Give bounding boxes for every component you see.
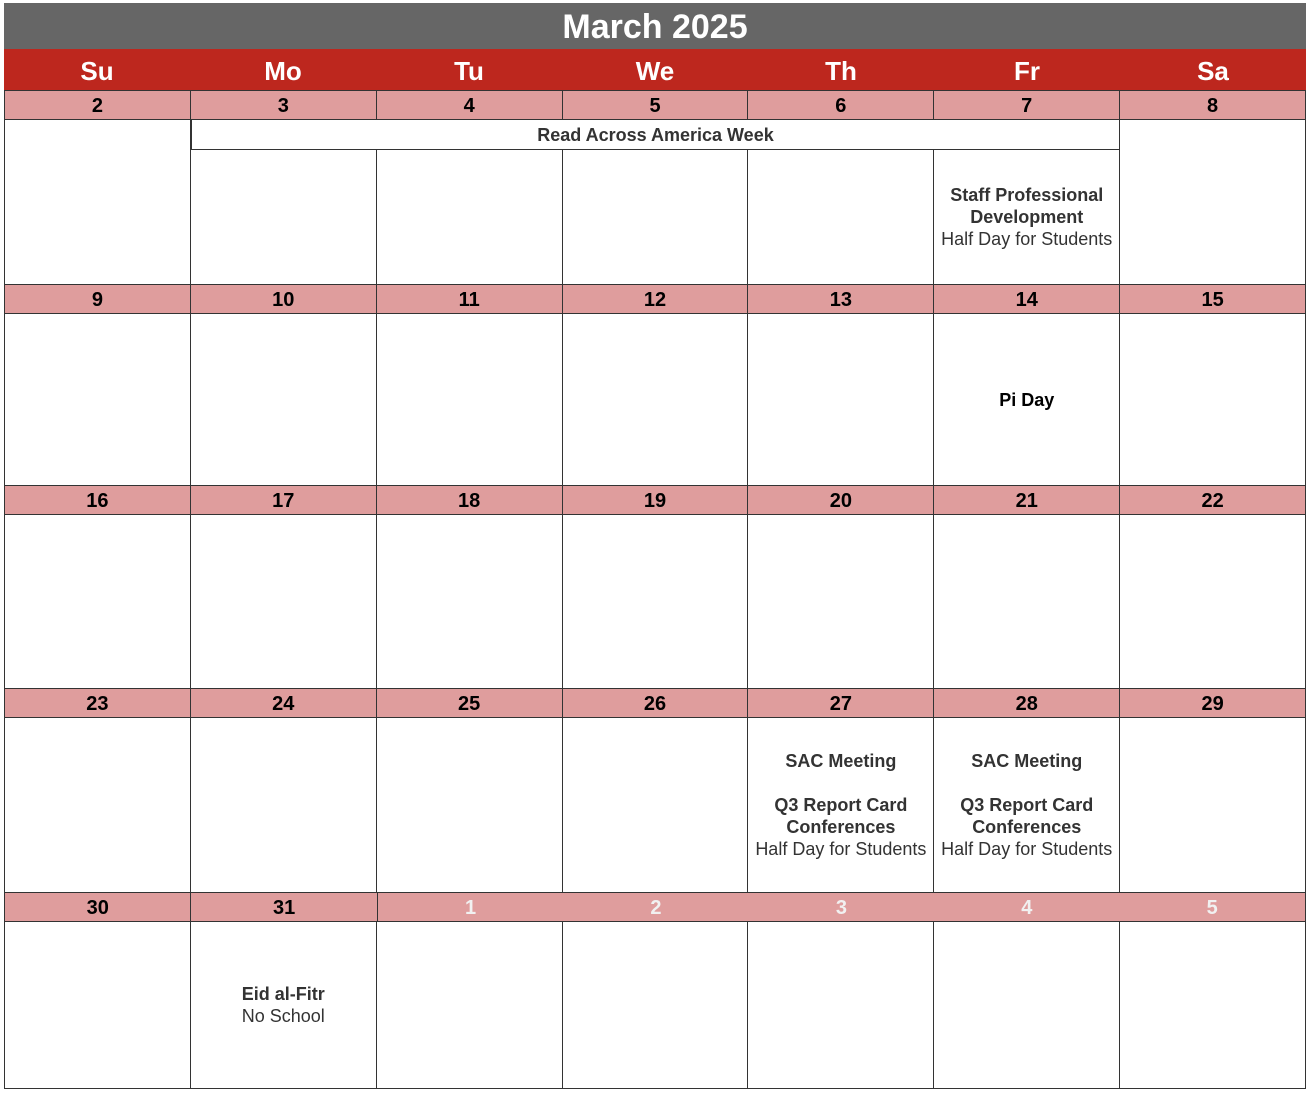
date-number: 5 bbox=[563, 91, 749, 119]
date-number: 13 bbox=[748, 285, 934, 313]
event-note: Half Day for Students bbox=[755, 839, 927, 859]
day-cell[interactable] bbox=[5, 120, 191, 284]
weekday-fr: Fr bbox=[1014, 56, 1040, 86]
date-number: 23 bbox=[5, 689, 191, 717]
calendar bbox=[4, 3, 1306, 1089]
date-number: 3 bbox=[191, 91, 377, 119]
day-cell[interactable] bbox=[5, 515, 191, 688]
date-row bbox=[5, 892, 1305, 922]
date-row bbox=[5, 284, 1305, 314]
date-number: 7 bbox=[934, 91, 1120, 119]
event-note: No School bbox=[241, 1006, 325, 1026]
day-cell[interactable] bbox=[1120, 314, 1305, 485]
day-cell[interactable] bbox=[377, 922, 563, 1088]
day-cell[interactable] bbox=[748, 515, 934, 688]
day-cells bbox=[5, 314, 1305, 485]
day-cell[interactable] bbox=[1120, 718, 1305, 892]
date-number: 14 bbox=[934, 285, 1120, 313]
week-2 bbox=[4, 284, 1306, 485]
day-cells bbox=[5, 922, 1305, 1088]
week-3 bbox=[4, 485, 1306, 688]
date-number: 2 bbox=[5, 91, 191, 119]
event-title: Staff Professional Development bbox=[950, 185, 1104, 227]
date-number: 27 bbox=[748, 689, 934, 717]
date-number-next-month: 2 bbox=[650, 897, 662, 919]
day-cell[interactable] bbox=[1120, 922, 1305, 1088]
event-note: Half Day for Students bbox=[941, 839, 1113, 859]
date-number: 19 bbox=[563, 486, 749, 514]
date-number: 4 bbox=[377, 91, 563, 119]
date-number: 28 bbox=[934, 689, 1120, 717]
day-cell[interactable] bbox=[934, 314, 1120, 485]
day-cell[interactable] bbox=[1120, 120, 1305, 284]
week-4 bbox=[4, 688, 1306, 892]
date-number: 12 bbox=[563, 285, 749, 313]
day-cell[interactable] bbox=[191, 314, 377, 485]
date-number: 18 bbox=[377, 486, 563, 514]
day-cell[interactable] bbox=[191, 922, 377, 1088]
event-banner: Read Across America Week bbox=[191, 120, 1120, 150]
day-cell[interactable] bbox=[934, 515, 1120, 688]
event-title: SAC Meeting bbox=[785, 751, 897, 771]
date-number-next-month: 3 bbox=[835, 897, 847, 919]
event-title: SAC Meeting bbox=[971, 751, 1083, 771]
weekday-su: Su bbox=[80, 56, 114, 86]
date-number: 24 bbox=[191, 689, 377, 717]
day-cell[interactable] bbox=[5, 314, 191, 485]
date-number: 21 bbox=[934, 486, 1120, 514]
date-number: 10 bbox=[191, 285, 377, 313]
day-cell[interactable] bbox=[5, 718, 191, 892]
day-cell[interactable] bbox=[563, 314, 749, 485]
date-number: 20 bbox=[748, 486, 934, 514]
date-number: 25 bbox=[377, 689, 563, 717]
weekday-mo: Mo bbox=[264, 56, 302, 86]
event-title: Pi Day bbox=[999, 389, 1055, 410]
date-number-next-month: 4 bbox=[1021, 897, 1033, 919]
date-number: 8 bbox=[1207, 95, 1219, 117]
day-cell[interactable] bbox=[5, 922, 191, 1088]
month-title: March 2025 bbox=[4, 3, 1306, 49]
day-cell[interactable] bbox=[377, 515, 563, 688]
day-cells bbox=[5, 515, 1305, 688]
day-cell[interactable] bbox=[377, 718, 563, 892]
date-row bbox=[5, 688, 1305, 718]
date-number-next-month: 1 bbox=[464, 897, 477, 919]
day-cell[interactable] bbox=[563, 515, 749, 688]
date-number: 6 bbox=[748, 91, 934, 119]
day-cells bbox=[5, 718, 1305, 892]
date-row bbox=[5, 90, 1305, 120]
day-cell[interactable] bbox=[934, 718, 1120, 892]
weekday-tu: Tu bbox=[454, 56, 484, 86]
day-cell[interactable] bbox=[748, 718, 934, 892]
weekday-we: We bbox=[635, 56, 675, 86]
date-row bbox=[5, 485, 1305, 515]
date-number: 16 bbox=[5, 486, 191, 514]
date-number: 31 bbox=[191, 893, 377, 921]
weekday-sa: Sa bbox=[1197, 56, 1229, 86]
day-cell[interactable] bbox=[563, 922, 749, 1088]
day-cell[interactable] bbox=[191, 718, 377, 892]
week-1 bbox=[4, 90, 1306, 284]
day-cell[interactable] bbox=[377, 314, 563, 485]
day-cell[interactable] bbox=[563, 718, 749, 892]
week-5 bbox=[4, 892, 1306, 1089]
event-title: Q3 Report Card Conferences bbox=[960, 795, 1094, 837]
date-number: 22 bbox=[1201, 490, 1224, 512]
event-title: Eid al-Fitr bbox=[241, 984, 325, 1004]
date-number: 17 bbox=[191, 486, 377, 514]
date-number: 30 bbox=[5, 893, 191, 921]
day-cell[interactable] bbox=[191, 515, 377, 688]
date-number: 26 bbox=[563, 689, 749, 717]
day-cell[interactable] bbox=[748, 922, 934, 1088]
date-number: 11 bbox=[377, 285, 563, 313]
date-number: 29 bbox=[1201, 693, 1224, 715]
day-cell[interactable] bbox=[748, 314, 934, 485]
date-number: 15 bbox=[1201, 289, 1224, 311]
weekday-th: Th bbox=[825, 56, 857, 86]
day-cell[interactable] bbox=[1120, 515, 1305, 688]
event-note: Half Day for Students bbox=[941, 229, 1113, 249]
event-title: Q3 Report Card Conferences bbox=[774, 795, 908, 837]
day-cell[interactable] bbox=[934, 922, 1120, 1088]
weekday-header bbox=[4, 49, 1306, 90]
date-number: 9 bbox=[5, 285, 191, 313]
date-number-next-month: 5 bbox=[1206, 897, 1218, 919]
